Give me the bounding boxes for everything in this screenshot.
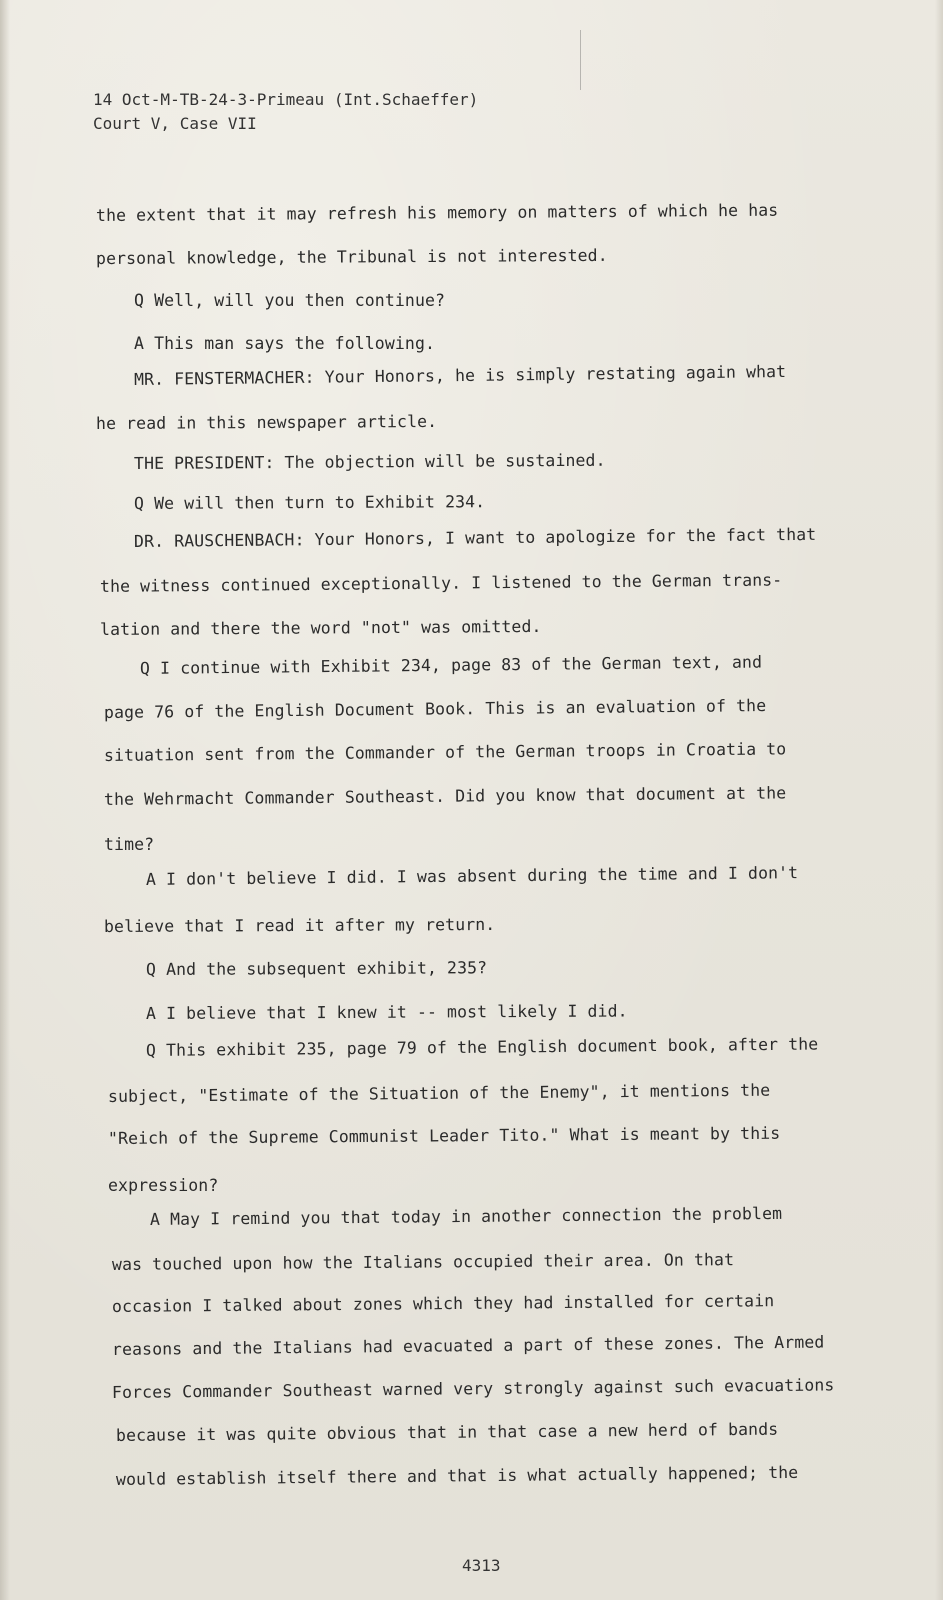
- transcript-line: personal knowledge, the Tribunal is not interested.: [95, 245, 608, 268]
- transcript-line: A I don't believe I did. I was absent during the time and I don't: [145, 863, 799, 889]
- transcript-line: Q And the subsequent exhibit, 235?: [145, 958, 488, 979]
- transcript-line: A May I remind you that today in another connection the problem: [149, 1203, 783, 1229]
- transcript-line: Q This exhibit 235, page 79 of the English document book, after the: [145, 1034, 819, 1060]
- transcript-line: would establish itself there and that is what actually happened; the: [115, 1462, 799, 1489]
- transcript-line: expression?: [108, 1176, 219, 1195]
- transcript-line: subject, "Estimate of the Situation of the Enemy", it mentions the: [107, 1080, 771, 1106]
- transcript-line: Forces Commander Southeast warned very strongly against such evacuations: [111, 1375, 835, 1402]
- transcript-line: THE PRESIDENT: The objection will be sustained.: [133, 450, 606, 473]
- transcript-line: because it was quite obvious that in that case a new herd of bands: [115, 1419, 779, 1445]
- transcript-line: "Reich of the Supreme Communist Leader Tito." What is meant by this: [107, 1123, 781, 1148]
- transcript-line: situation sent from the Commander of the German troops in Croatia to: [103, 739, 787, 765]
- transcript-line: Q Well, will you then continue?: [134, 291, 446, 310]
- transcript-line: believe that I read it after my return.: [103, 914, 496, 936]
- transcript-line: he read in this newspaper article.: [95, 411, 438, 433]
- page-left-edge-shadow: [0, 0, 10, 1600]
- transcript-line: Q We will then turn to Exhibit 234.: [133, 492, 486, 513]
- header-court-line: Court V, Case VII: [93, 114, 257, 133]
- page-number: 4313: [462, 1556, 501, 1575]
- transcript-line: the witness continued exceptionally. I listened to the German trans-: [99, 570, 783, 596]
- transcript-line: occasion I talked about zones which they had installed for certain: [111, 1291, 775, 1316]
- transcript-line: MR. FENSTERMACHER: Your Honors, he is simply restating again what: [133, 362, 787, 389]
- transcript-line: reasons and the Italians had evacuated a part of these zones. The Armed: [111, 1332, 825, 1359]
- header-reference-line: 14 Oct-M-TB-24-3-Primeau (Int.Schaeffer): [93, 90, 479, 109]
- margin-mark: [580, 30, 581, 90]
- transcript-line: A I believe that I knew it -- most likely I did.: [145, 1001, 628, 1023]
- transcript-line: A This man says the following.: [134, 334, 436, 353]
- page-right-edge-shadow: [935, 0, 943, 1600]
- transcript-line: time?: [104, 835, 155, 854]
- transcript-line: the Wehrmacht Commander Southeast. Did you know that document at the: [103, 783, 787, 809]
- page-header: [93, 88, 478, 136]
- transcript-line: the extent that it may refresh his memory on matters of which he has: [95, 200, 779, 225]
- transcript-line: Q I continue with Exhibit 234, page 83 of the German text, and: [139, 652, 763, 678]
- transcript-line: DR. RAUSCHENBACH: Your Honors, I want to apologize for the fact that: [133, 524, 817, 551]
- transcript-line: lation and there the word "not" was omitted.: [99, 616, 542, 639]
- transcript-line: page 76 of the English Document Book. This is an evaluation of the: [103, 696, 767, 722]
- transcript-line: was touched upon how the Italians occupied their area. On that: [111, 1250, 735, 1274]
